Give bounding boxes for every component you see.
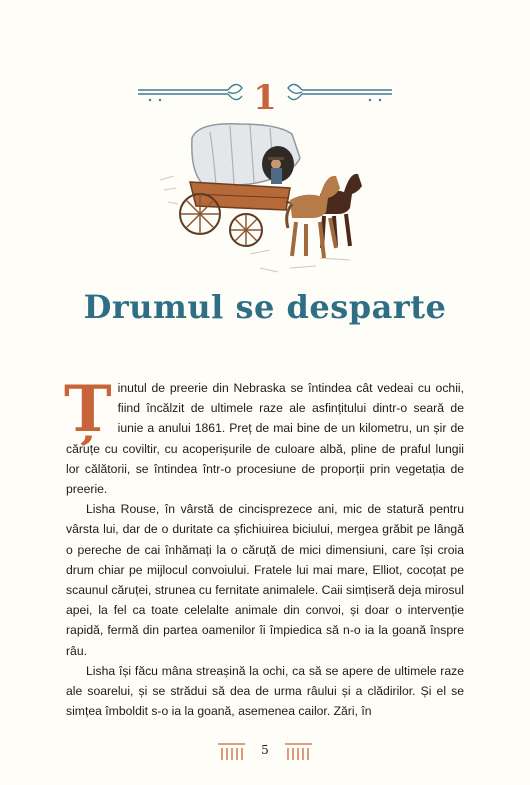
paragraph-1: [64, 372, 464, 499]
paragraph-1-text: inutul de preerie din Nebraska se întindea cât vedeai cu ochii, fiind încălzit de ultimele raze ale asfințitului dintr-o seară de iunie a anului 1861. Preț de mai bine de un kilometru, un șir de căruțe cu coviltir, cu acoperișurile de culoare albă, pline de praful lungii lor călătorii, se întindea într-o procesiune de proporții prin vegetația de preerie.: [66, 381, 464, 497]
chapter-title: Drumul se desparte: [83, 288, 447, 326]
paragraph-2: Lisha Rouse, în vârstă de cincisprezece ani, mic de statură pentru vârsta lui, dar de o duritate ca șfichiuirea biciului, mergea grăbit pe lângă o pereche de cai înhămați la o căruță de mici dimensiuni, care își croia drum chiar pe mijlocul convoiului. Fratele lui mai mare, Elliot, cocoțat pe scaunul căruței, strunea cu fernitate animalele. Caii simțiseră deja mirosul apei, la fel ca toate celelalte animale din convoi, și doar o intervenție rapidă, fermă din partea oamenilor îi împiedica să n-o ia la goană înspre râu.: [66, 502, 464, 658]
page-number: 5: [261, 743, 269, 757]
paragraph-3: Lisha își făcu mâna streașină la ochi, ca să se apere de ultimele raze ale soarelui, și se strădui să dea de urma râului și a clădirilor. Și el se simțea îmboldit s-o ia la goană, asemenea cailor. Zări, în: [66, 663, 464, 719]
chapter-number: 1: [253, 78, 277, 118]
drop-cap: Ț: [64, 372, 112, 447]
covered-wagon-illustration: [150, 118, 380, 278]
chapter-body: [64, 372, 464, 721]
